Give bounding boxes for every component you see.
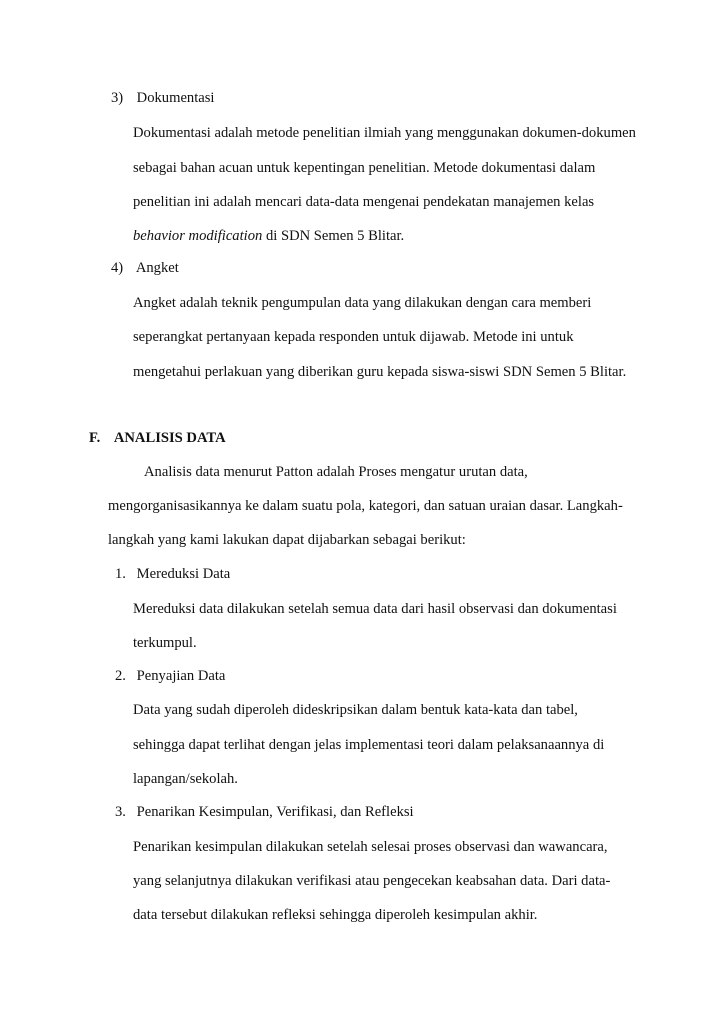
paragraph-line: mengorganisasikannya ke dalam suatu pola, kategori, dan satuan uraian dasar. Langkah-	[108, 498, 623, 514]
list-item-heading	[115, 803, 414, 821]
paragraph-line: Analisis data menurut Patton adalah Proses mengatur urutan data,	[144, 464, 528, 480]
section-title: ANALISIS DATA	[113, 430, 226, 446]
list-item-title: Penarikan Kesimpulan, Verifikasi, dan Refleksi	[136, 804, 414, 820]
section-letter: F.	[89, 430, 101, 446]
paragraph-line: Angket adalah teknik pengumpulan data yang dilakukan dengan cara memberi	[133, 295, 592, 311]
list-item-title: Angket	[135, 260, 179, 276]
list-item-number: 3)	[111, 90, 124, 106]
list-item-title: Dokumentasi	[136, 90, 215, 106]
section-heading	[89, 429, 226, 447]
list-item-heading	[115, 565, 230, 583]
paragraph-line: sebagai bahan acuan untuk kepentingan penelitian. Metode dokumentasi dalam	[133, 160, 596, 176]
list-item-title: Mereduksi Data	[136, 566, 231, 582]
paragraph-line: sehingga dapat terlihat dengan jelas implementasi teori dalam pelaksanaannya di	[133, 737, 605, 753]
paragraph-line: seperangkat pertanyaan kepada responden untuk dijawab. Metode ini untuk	[133, 329, 574, 345]
list-item-title: Penyajian Data	[136, 668, 226, 684]
paragraph-line: Penarikan kesimpulan dilakukan setelah selesai proses observasi dan wawancara,	[133, 839, 608, 855]
paragraph-line: data tersebut dilakukan refleksi sehingga diperoleh kesimpulan akhir.	[133, 907, 538, 923]
paragraph-text: di SDN Semen 5 Blitar.	[262, 228, 405, 244]
paragraph-line: lapangan/sekolah.	[133, 771, 238, 787]
list-item-number: 4)	[111, 260, 124, 276]
italic-term: behavior modification	[133, 228, 263, 244]
list-item-heading	[115, 667, 225, 685]
paragraph-line: Data yang sudah diperoleh dideskripsikan dalam bentuk kata-kata dan tabel,	[133, 702, 578, 718]
list-item-number: 2.	[115, 668, 126, 684]
list-item-heading	[111, 89, 214, 107]
paragraph-line: mengetahui perlakuan yang diberikan guru kepada siswa-siswi SDN Semen 5 Blitar.	[133, 364, 627, 380]
paragraph-line: penelitian ini adalah mencari data-data mengenai pendekatan manajemen kelas	[133, 194, 595, 210]
paragraph-line: Mereduksi data dilakukan setelah semua data dari hasil observasi dan dokumentasi	[133, 601, 617, 617]
paragraph-line: yang selanjutnya dilakukan verifikasi atau pengecekan keabsahan data. Dari data-	[133, 873, 611, 889]
paragraph-line: Dokumentasi adalah metode penelitian ilmiah yang menggunakan dokumen-dokumen	[133, 125, 636, 141]
paragraph-line	[133, 227, 404, 245]
list-item-number: 3.	[115, 804, 126, 820]
paragraph-line: terkumpul.	[133, 635, 197, 651]
list-item-heading	[111, 259, 179, 277]
list-item-number: 1.	[115, 566, 126, 582]
paragraph-line: langkah yang kami lakukan dapat dijabarkan sebagai berikut:	[108, 532, 466, 548]
